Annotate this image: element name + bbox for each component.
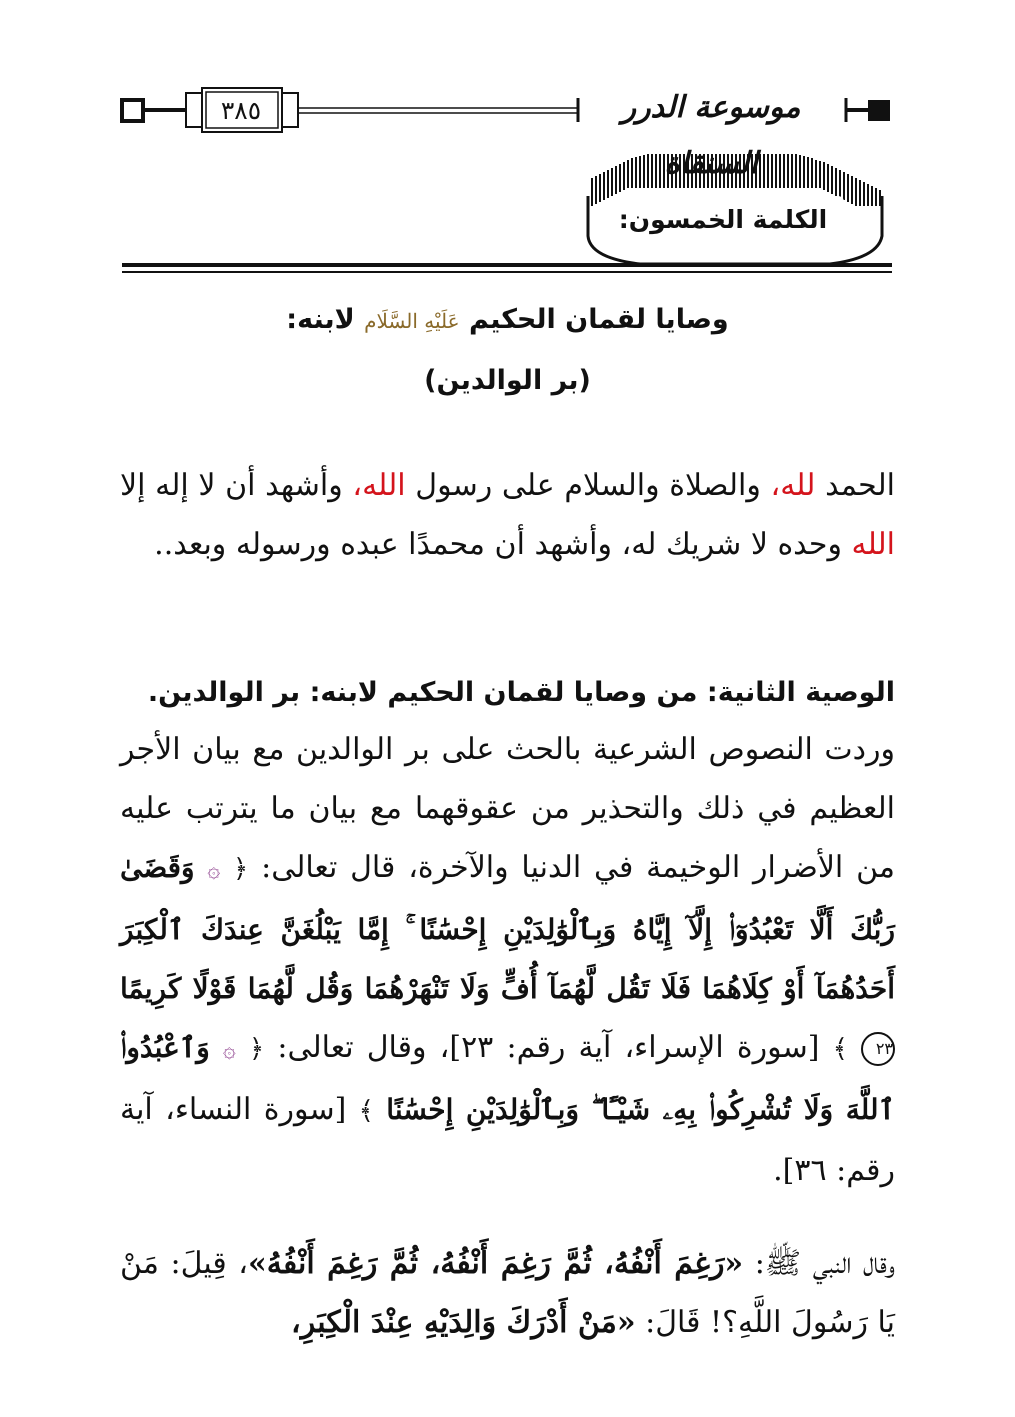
hadith-question: ، قِيلَ: مَنْ يَا رَسُولَ اللَّهِ؟! قَالَ: (120, 1246, 895, 1340)
intro-text-1: الحمد (825, 468, 895, 503)
salawat-symbol: ﷺ (764, 1246, 802, 1281)
section-heading (120, 296, 895, 345)
quran-verse: وَٱعْبُدُوا۟ ٱللَّهَ وَلَا تُشْرِكُوا۟ بِهِۦ شَيْـًٔا ۖ وَبِٱلْوَٰلِدَيْنِ إِحْسَٰنًا (120, 1031, 895, 1126)
quran-reference: [سورة الإسراء، آية رقم: ٢٣]، وقال تعالى: (264, 1030, 833, 1065)
section-subheading: (بر الوالدين) (424, 365, 591, 396)
chapter-title: الكلمة الخمسون: (618, 205, 828, 234)
verse-number: ٢٣ (861, 1032, 895, 1066)
quran-open-bracket: ﴿ (233, 854, 249, 884)
quran-verse: وَقَضَىٰ رَبُّكَ أَلَّا تَعْبُدُوٓا۟ إِلَّآ إِيَّاهُ وَبِٱلْوَٰلِدَيْنِ إِحْسَٰنًا ۚ إِمَّا يَبْلُغَنَّ عِندَكَ ٱلْكِبَرَ أَحَدُهُمَآ أَوْ كِلَاهُمَا فَلَا تَقُل لَّهُمَآ أُفٍّ وَلَا تَنْهَرْهُمَا وَقُل لَّهُمَا قَوْلًا كَرِيمًا (120, 851, 895, 1005)
quran-reference: [سورة النساء، آية رقم: ٣٦]. (120, 1092, 895, 1188)
advice-label: الوصية الثانية (717, 677, 895, 708)
heading-text-end: لابنه: (286, 304, 355, 335)
intro-paragraph (120, 456, 895, 574)
advice-heading (120, 668, 895, 718)
main-paragraph (120, 720, 895, 1200)
page-header (0, 0, 1015, 290)
heading-text: وصايا لقمان الحكيم (469, 304, 729, 335)
flower-ornament-icon: ۞ (222, 1038, 236, 1063)
hadith-paragraph (120, 1234, 895, 1352)
page-number: ٣٨٥ (220, 96, 262, 125)
intro-text-3: وأشهد أن لا إله إلا (120, 468, 353, 503)
colon: : (743, 1246, 765, 1281)
intro-text-2: والصلاة والسلام على رسول (405, 468, 771, 503)
main-text: وردت النصوص الشرعية بالحث على بر الوالدين مع بيان الأجر العظيم في ذلك والتحذير من عقوقهما مع بيان ما يترتب عليه من الأضرار الوخيمة في الدنيا والآخرة، قال تعالى: (120, 732, 895, 885)
intro-text-4: وحده لا شريك له، وأشهد أن محمدًا عبده ورسوله وبعد.. (154, 527, 852, 562)
honorific-text: عَلَيْهِ السَّلَام (364, 309, 460, 333)
hadith-intro: وقال النبي (801, 1246, 895, 1281)
divine-name: الله، (352, 468, 406, 503)
quran-close-bracket: ﴾ (358, 1096, 374, 1126)
quran-close-bracket: ﴾ (832, 1034, 848, 1064)
divine-name: الله (851, 527, 895, 562)
header-ornament (0, 0, 1015, 290)
flower-ornament-icon: ۞ (207, 858, 221, 883)
book-title: موسوعة الدرر السنقاة (621, 90, 801, 181)
quran-open-bracket: ﴿ (248, 1034, 265, 1064)
divine-name: لله، (770, 468, 816, 503)
advice-title: : من وصايا لقمان الحكيم لابنه: بر الوالدين. (147, 677, 718, 708)
hadith-text: «رَغِمَ أَنْفُهُ، ثُمَّ رَغِمَ أَنْفُهُ، ثُمَّ رَغِمَ أَنْفُهُ» (247, 1246, 744, 1281)
hadith-text: «مَنْ أَدْرَكَ وَالِدَيْهِ عِنْدَ الْكِبَرِ، (291, 1305, 636, 1340)
